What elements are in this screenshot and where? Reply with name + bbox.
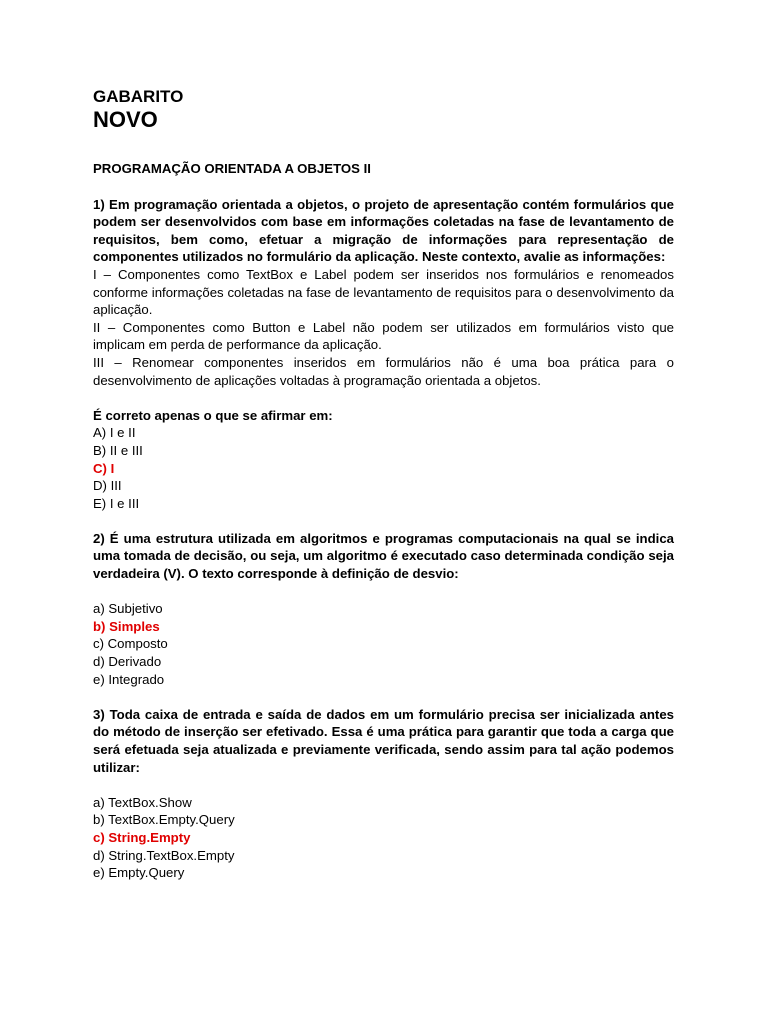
option-item: a) Subjetivo xyxy=(93,601,163,617)
correct-option: c) String.Empty xyxy=(93,829,191,845)
question-1-prompt: 1) Em programação orientada a objetos, o projeto de apresentação contém formulários que podem ser desenvolvidos com base em informações coletadas na fase de levantamento de requisitos, bem como, efetuar a migração de informações para representação de componentes utilizados no formulário da aplicação. Neste contexto, avalie as informações: xyxy=(93,196,674,265)
question-2-options xyxy=(93,600,674,688)
option-item: d) Derivado xyxy=(93,654,162,670)
subject-heading: PROGRAMAÇÃO ORIENTADA A OBJETOS II xyxy=(93,161,371,176)
question-1 xyxy=(93,196,674,390)
page-title: GABARITO xyxy=(93,87,184,106)
option-item: e) Empty.Query xyxy=(93,865,185,881)
correct-option: C) I xyxy=(93,460,115,476)
option-item: B) II e III xyxy=(93,442,143,458)
question-2-prompt: 2) É uma estrutura utilizada em algoritmos e programas computacionais na qual se indica uma tomada de decisão, ou seja, um algoritmo é executado caso determinada condição seja verdadeira (V). O texto corresponde à definição de desvio: xyxy=(93,530,674,582)
question-2 xyxy=(93,530,674,583)
statement-3: III – Renomear componentes inseridos em formulários não é uma boa prática para o desenvolvimento de aplicações voltadas à programação orientada a objetos. xyxy=(93,354,674,388)
option-item: e) Integrado xyxy=(93,671,165,687)
question-2-answers xyxy=(93,600,674,688)
option-item: A) I e II xyxy=(93,425,136,441)
option-item: d) String.TextBox.Empty xyxy=(93,847,235,863)
question-3-answers xyxy=(93,794,674,882)
question-3-prompt: 3) Toda caixa de entrada e saída de dados em um formulário precisa ser inicializada antes do método de inserção ser efetivado. Essa é uma prática para garantir que toda a carga que será efetuada seja atualizada e previamente verificada, sendo assim para tal ação podemos utilizar: xyxy=(93,706,674,775)
statement-1: I – Componentes como TextBox e Label podem ser inseridos nos formulários e renomeados conforme informações coletadas na fase de levantamento de requisitos para o desenvolvimento da aplicação. xyxy=(93,266,674,318)
question-1-question: É correto apenas o que se afirmar em: xyxy=(93,407,333,423)
page-subtitle: NOVO xyxy=(93,107,158,132)
question-3 xyxy=(93,706,674,776)
option-item: a) TextBox.Show xyxy=(93,794,192,810)
document-content xyxy=(93,87,674,882)
option-item: c) Composto xyxy=(93,636,168,652)
question-1-options xyxy=(93,424,674,512)
option-item: D) III xyxy=(93,478,122,494)
question-1-answers xyxy=(93,407,674,513)
correct-option: b) Simples xyxy=(93,618,160,634)
question-3-options xyxy=(93,794,674,882)
option-item: E) I e III xyxy=(93,495,140,511)
statement-2: II – Componentes como Button e Label não podem ser utilizados em formulários visto que implicam em perda de performance da aplicação. xyxy=(93,319,674,353)
option-item: b) TextBox.Empty.Query xyxy=(93,812,235,828)
